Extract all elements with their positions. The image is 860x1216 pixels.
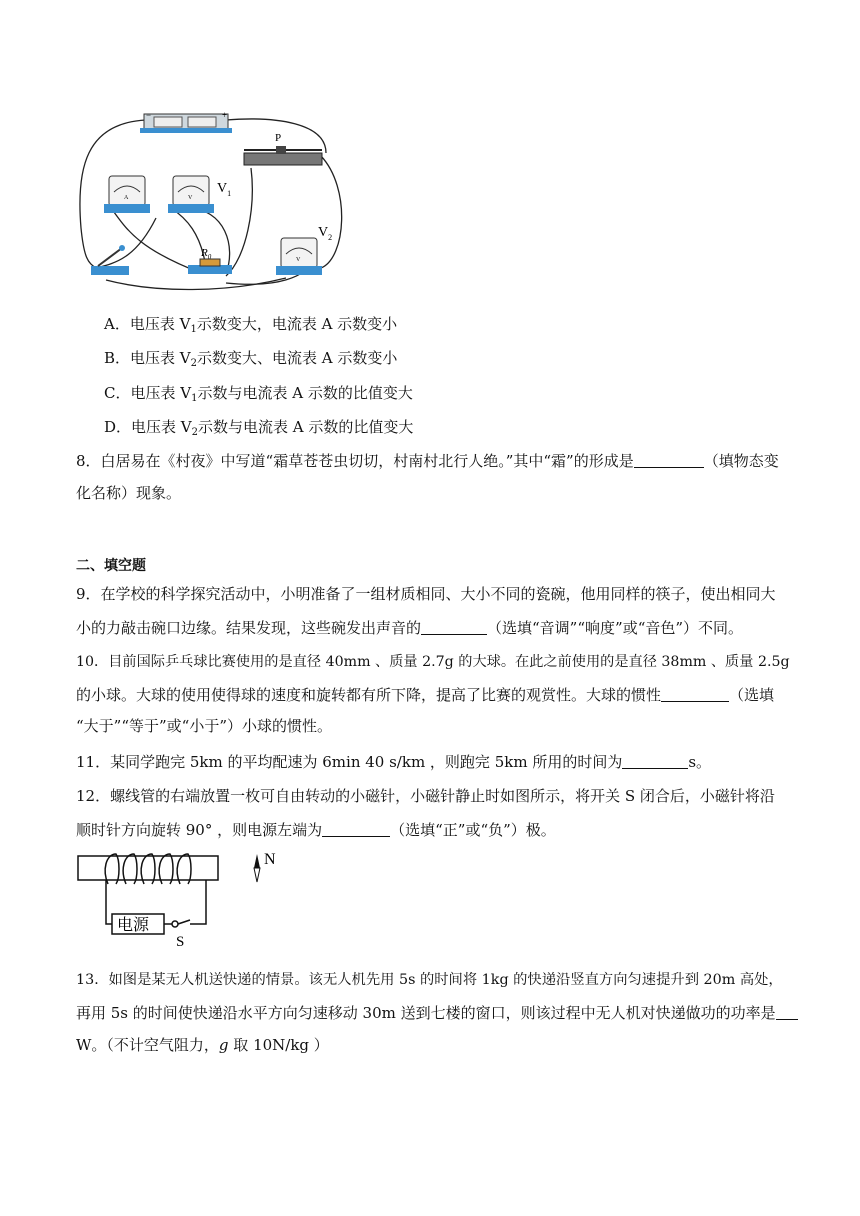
- slider-label-p: P: [275, 132, 282, 144]
- battery-minus: −: [146, 110, 152, 120]
- power-source-label: 电源: [117, 917, 150, 934]
- question-8-line1: 8．白居易在《村夜》中写道“霜草苍苍虫切切，村南村北行人绝。”其中“霜”的形成是 （填物态变: [76, 452, 779, 470]
- circuit-figure: [76, 108, 351, 293]
- voltmeter1-face-label: V: [188, 195, 193, 201]
- option-d: D．电压表 $V_2$示数与电流表 A 示数的比值变大: [104, 418, 414, 438]
- voltmeter2-face-label: V: [296, 257, 301, 263]
- r0-label: $R_0$: [201, 247, 212, 261]
- v1-label: $V_1$: [217, 181, 232, 198]
- answer-blank[interactable]: [322, 822, 390, 837]
- north-label: N: [264, 851, 276, 868]
- option-c: C．电压表 $V_1$示数与电流表 A 示数的比值变大: [104, 384, 413, 404]
- option-a: A．电压表 $V_1$示数变大，电流表 A 示数变小: [104, 315, 398, 335]
- answer-blank[interactable]: [661, 687, 729, 702]
- solenoid-figure: [76, 850, 296, 950]
- answer-blank[interactable]: [421, 620, 487, 635]
- question-12-line2: 顺时针方向旋转 90° ，则电源左端为 （选填“正”或“负”）极。: [76, 821, 556, 839]
- option-b: B．电压表 $V_2$示数变大、电流表 A 示数变小: [104, 349, 398, 369]
- question-13-line2: 再用 5s 的时间使快递沿水平方向匀速移动 30m 送到七楼的窗口，则该过程中无人机对快递做功的功率是: [76, 1003, 798, 1023]
- question-8-line2: 化名称）现象。: [76, 484, 182, 502]
- question-13-line3: W。（不计空气阻力，g 取 10N/kg ）: [76, 1036, 329, 1054]
- question-13-line1: 13．如图是某无人机送快递的情景。该无人机先用 5s 的时间将 1kg 的快递沿竖直方向匀速提升到 20m 高处，: [76, 972, 783, 988]
- section-title: 二、填空题: [76, 558, 146, 574]
- ammeter-face-label: A: [124, 195, 129, 201]
- answer-blank[interactable]: [634, 453, 704, 468]
- question-10-line2: 的小球。大球的使用使得球的速度和旋转都有所下降，提高了比赛的观赏性。大球的惯性 （选填: [76, 686, 775, 704]
- battery-plus: +: [222, 110, 228, 120]
- answer-blank[interactable]: [776, 1005, 798, 1020]
- question-9-line2: 小的力敲击碗口边缘。结果发现，这些碗发出声音的 （选填“音调”“响度”或“音色”）不同。: [76, 619, 744, 637]
- question-12-line1: 12．螺线管的右端放置一枚可自由转动的小磁针，小磁针静止时如图所示，将开关 S 闭合后，小磁针将沿: [76, 787, 775, 805]
- answer-blank[interactable]: [622, 754, 688, 769]
- question-10-line3: “大于”“等于”或“小于”）小球的惯性。: [76, 717, 333, 735]
- v2-label: $V_2$: [318, 225, 333, 242]
- question-11-line1: 11．某同学跑完 5km 的平均配速为 6min 40 s/km ，则跑完 5km 所用的时间为 s。: [76, 753, 712, 771]
- question-10-line1: 10．目前国际乒乓球比赛使用的是直径 40mm 、质量 2.7g 的大球。在此之前使用的是直径 38mm 、质量 2.5g: [76, 654, 790, 670]
- switch-label: S: [176, 934, 185, 950]
- question-9-line1: 9．在学校的科学探究活动中，小明准备了一组材质相同、大小不同的瓷碗，他用同样的筷子，使出相同大: [76, 585, 776, 603]
